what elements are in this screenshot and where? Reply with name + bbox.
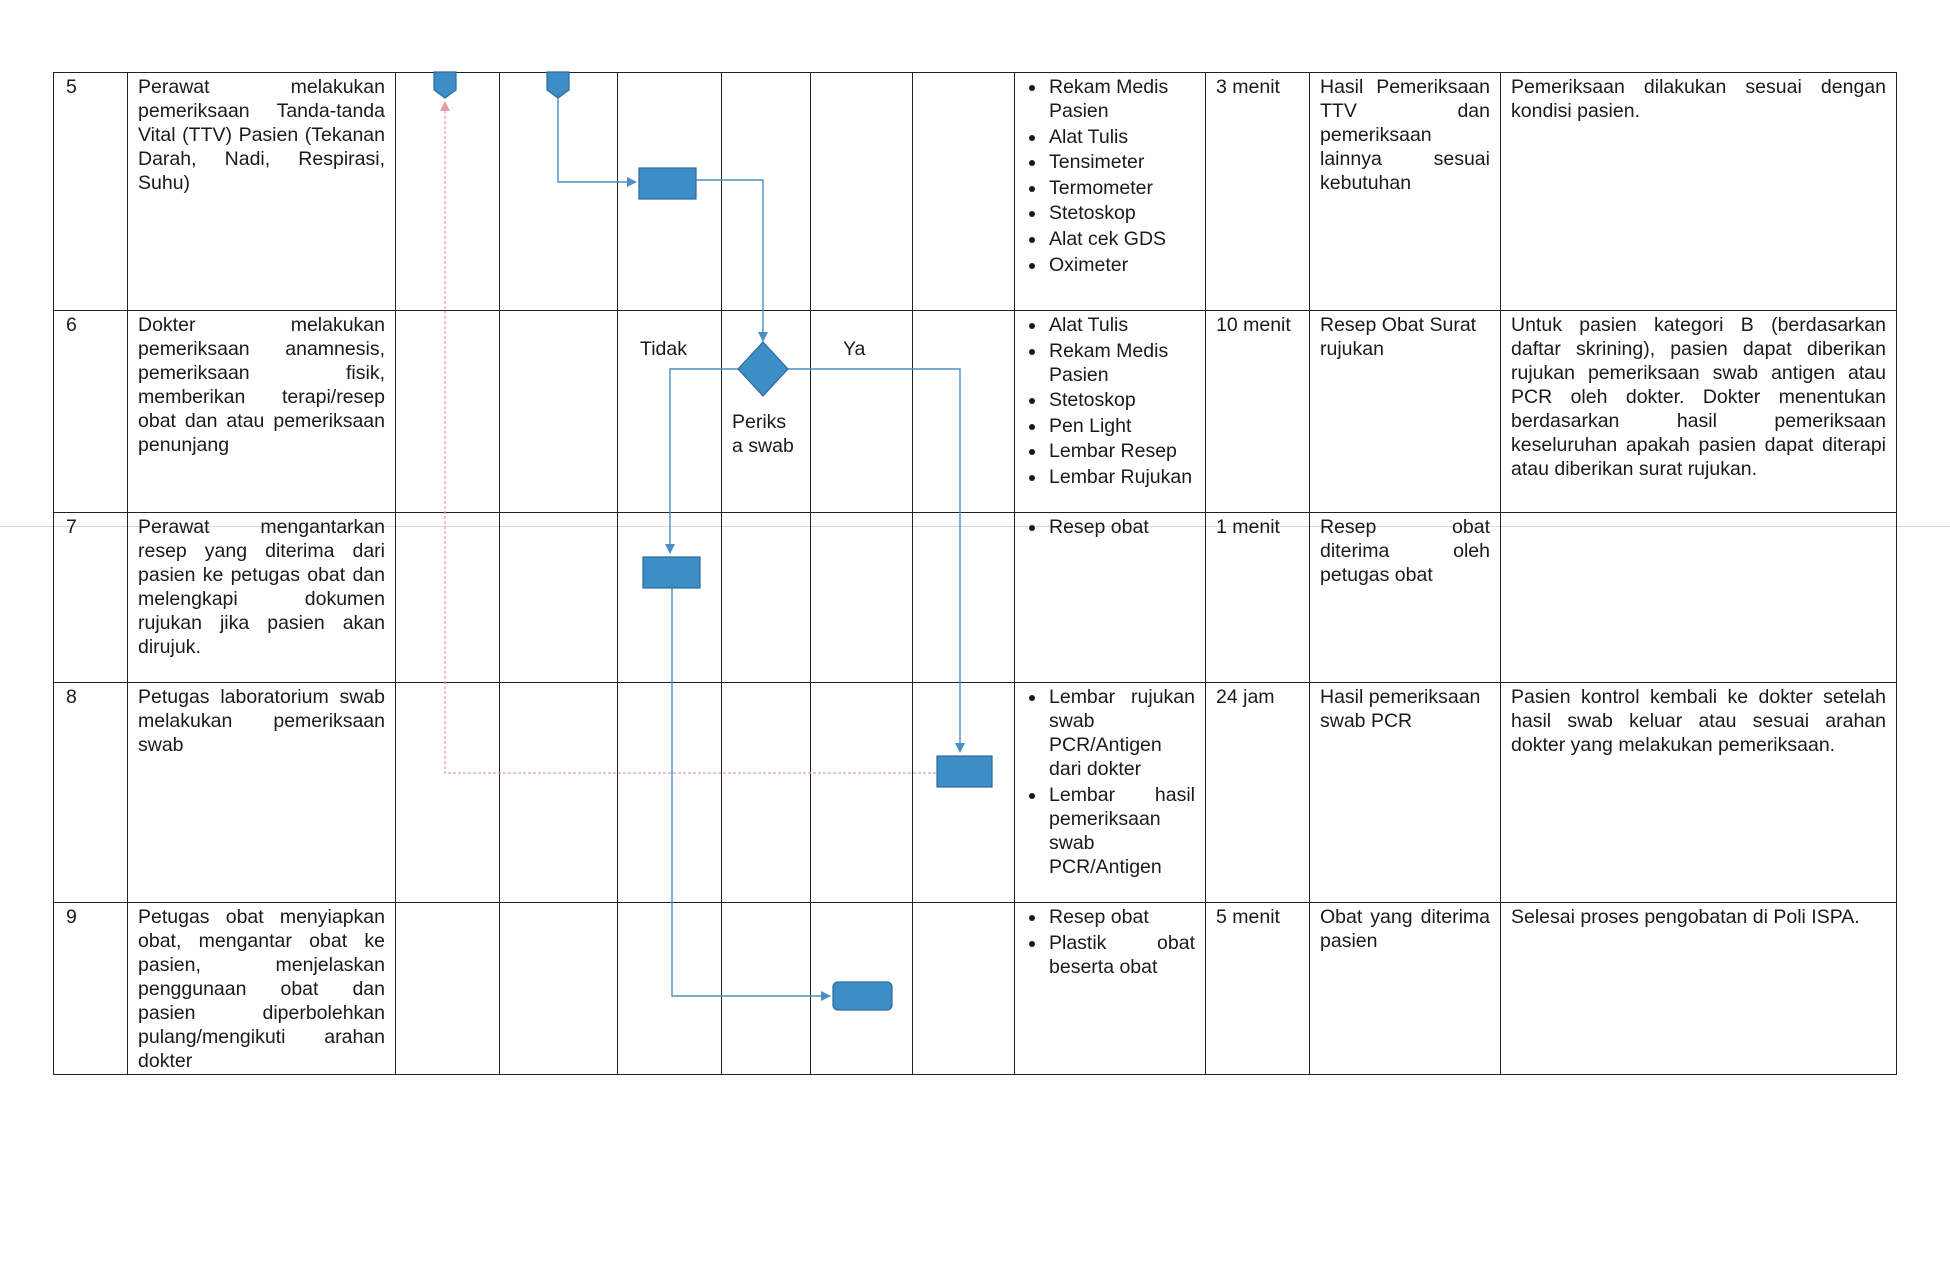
table-row: [54, 73, 1897, 311]
lane-cell: [618, 513, 722, 683]
lane-cell: [913, 73, 1015, 311]
list-item: • Stetoskop: [1047, 201, 1195, 225]
lane-cell: [811, 903, 913, 1075]
output-cell: Resep Obat Surat rujukan: [1310, 311, 1501, 513]
sop-flow-table: [53, 72, 1897, 1075]
lane-cell: [722, 513, 811, 683]
requirements-cell: [1015, 73, 1206, 311]
output-cell: Hasil pemeriksaan swab PCR: [1310, 683, 1501, 903]
lane-cell: [396, 903, 500, 1075]
requirements-cell: [1015, 903, 1206, 1075]
lane-cell: [500, 683, 618, 903]
requirements-list: [1025, 75, 1195, 277]
list-item: • Resep obat: [1047, 905, 1195, 929]
time-cell: 3 menit: [1206, 73, 1310, 311]
lane-cell: [722, 683, 811, 903]
list-item: • Lembar hasil pemeriksaan swab PCR/Antigen: [1047, 783, 1195, 879]
table-row: [54, 311, 1897, 513]
lane-cell: [396, 683, 500, 903]
lane-cell: [722, 903, 811, 1075]
notes-cell: Untuk pasien kategori B (berdasarkan daftar skrining), pasien dapat diberikan rujukan pemeriksaan swab antigen atau PCR oleh dokter. Dokter menentukan berdasarkan hasil pemeriksaan keseluruhan apakah pasien dapat diterapi atau diberikan surat rujukan.: [1501, 311, 1897, 513]
lane-cell: [500, 311, 618, 513]
list-item: • Rekam Medis Pasien: [1047, 339, 1195, 387]
activity-cell: Perawat mengantarkan resep yang diterima dari pasien ke petugas obat dan melengkapi dokumen rujukan jika pasien akan dirujuk.: [128, 513, 396, 683]
list-item: • Lembar Rujukan: [1047, 465, 1195, 489]
lane-cell: [618, 903, 722, 1075]
decision-label: Periks: [732, 411, 787, 433]
time-cell: 1 menit: [1206, 513, 1310, 683]
list-item: • Termometer: [1047, 176, 1195, 200]
lane-cell: [396, 513, 500, 683]
row-number: 6: [54, 311, 128, 513]
list-item: • Oximeter: [1047, 253, 1195, 277]
table-row: [54, 513, 1897, 683]
time-cell: 24 jam: [1206, 683, 1310, 903]
lane-cell: [500, 73, 618, 311]
list-item: • Alat Tulis: [1047, 125, 1195, 149]
notes-cell: [1501, 513, 1897, 683]
requirements-cell: [1015, 311, 1206, 513]
lane-cell: [722, 73, 811, 311]
activity-cell: Petugas laboratorium swab melakukan pemeriksaan swab: [128, 683, 396, 903]
lane-cell: [811, 73, 913, 311]
activity-cell: Dokter melakukan pemeriksaan anamnesis, pemeriksaan fisik, memberikan terapi/resep obat dan atau pemeriksaan penunjang: [128, 311, 396, 513]
output-cell: Obat yang diterima pasien: [1310, 903, 1501, 1075]
notes-cell: Selesai proses pengobatan di Poli ISPA.: [1501, 903, 1897, 1075]
list-item: • Alat cek GDS: [1047, 227, 1195, 251]
list-item: • Alat Tulis: [1047, 313, 1195, 337]
list-item: • Plastik obat beserta obat: [1047, 931, 1195, 979]
lane-cell: [913, 903, 1015, 1075]
lane-cell: [396, 311, 500, 513]
list-item: • Stetoskop: [1047, 388, 1195, 412]
list-item: • Rekam Medis Pasien: [1047, 75, 1195, 123]
list-item: • Lembar Resep: [1047, 439, 1195, 463]
list-item: • Pen Light: [1047, 414, 1195, 438]
list-item: • Resep obat: [1047, 515, 1195, 539]
activity-cell: Petugas obat menyiapkan obat, mengantar obat ke pasien, menjelaskan penggunaan obat dan pasien diperbolehkan pulang/mengikuti arahan dokter: [128, 903, 396, 1075]
lane-cell: [618, 73, 722, 311]
output-cell: Hasil Pemeriksaan TTV dan pemeriksaan lainnya sesuai kebutuhan: [1310, 73, 1501, 311]
activity-cell: Perawat melakukan pemeriksaan Tanda-tanda Vital (TTV) Pasien (Tekanan Darah, Nadi, Respirasi, Suhu): [128, 73, 396, 311]
lane-cell: [618, 683, 722, 903]
row-number: 9: [54, 903, 128, 1075]
lane-cell: [913, 513, 1015, 683]
time-cell: 10 menit: [1206, 311, 1310, 513]
decision-label: a swab: [732, 435, 794, 457]
table-row: [54, 903, 1897, 1075]
list-item: • Lembar rujukan swab PCR/Antigen dari dokter: [1047, 685, 1195, 781]
output-cell: Resep obat diterima oleh petugas obat: [1310, 513, 1501, 683]
row-number: 7: [54, 513, 128, 683]
lane-cell: [811, 513, 913, 683]
lane-cell: [811, 683, 913, 903]
lane-cell: [722, 311, 811, 513]
lane-cell: [618, 311, 722, 513]
requirements-list: [1025, 313, 1195, 489]
label-no: Tidak: [640, 338, 687, 360]
notes-cell: Pasien kontrol kembali ke dokter setelah hasil swab keluar atau sesuai arahan dokter yang melakukan pemeriksaan.: [1501, 683, 1897, 903]
requirements-list: [1025, 685, 1195, 879]
lane-cell: [500, 903, 618, 1075]
lane-cell: [811, 311, 913, 513]
lane-cell: [396, 73, 500, 311]
list-item: • Tensimeter: [1047, 150, 1195, 174]
table-row: [54, 683, 1897, 903]
lane-cell: [913, 311, 1015, 513]
requirements-cell: [1015, 683, 1206, 903]
lane-cell: [500, 513, 618, 683]
notes-cell: Pemeriksaan dilakukan sesuai dengan kondisi pasien.: [1501, 73, 1897, 311]
requirements-list: [1025, 515, 1195, 539]
row-number: 5: [54, 73, 128, 311]
row-number: 8: [54, 683, 128, 903]
label-yes: Ya: [843, 338, 866, 360]
time-cell: 5 menit: [1206, 903, 1310, 1075]
requirements-cell: [1015, 513, 1206, 683]
lane-cell: [913, 683, 1015, 903]
requirements-list: [1025, 905, 1195, 979]
